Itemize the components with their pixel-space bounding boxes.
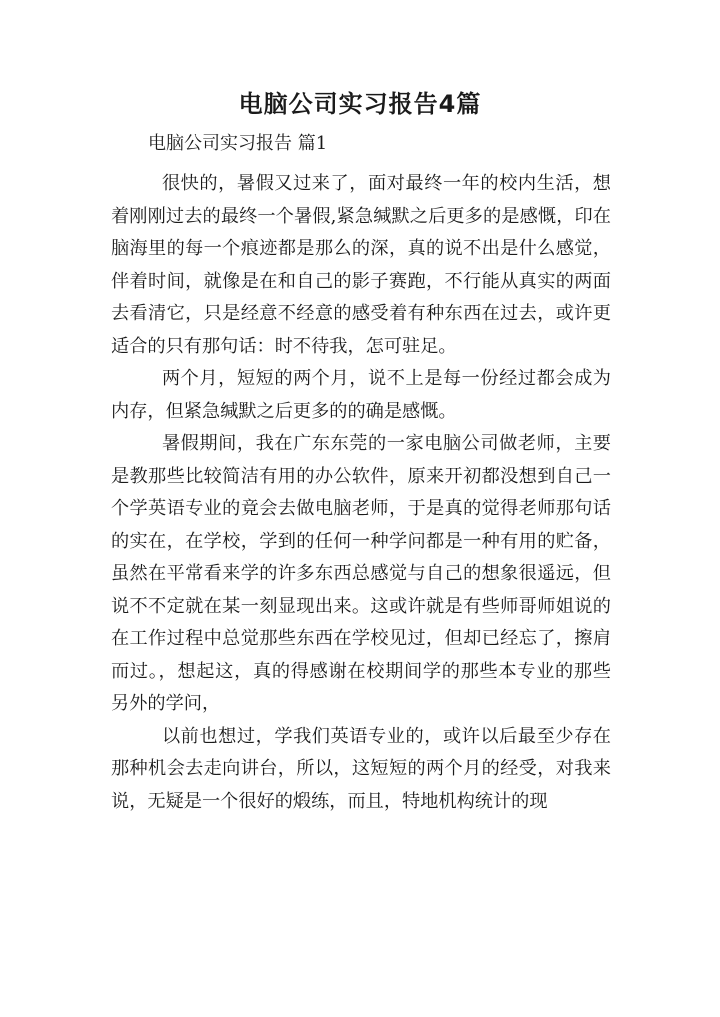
section-heading: 电脑公司实习报告 篇1 bbox=[148, 133, 328, 154]
paragraph-1: 很快的，暑假又过来了，面对最终一年的校内生活，想着刚刚过去的最终一个暑假,紧急缄默之后更多的是感慨，印在脑海里的每一个痕迹都是那么的深，真的说不出是什么感觉，伴着时间，就像是在和自己的影子赛跑，不行能从真实的两面去看清它，只是经意不经意的感受着有种东西在过去，或许更适合的只有那句话：时不待我，怎可驻足。 bbox=[111, 173, 611, 357]
paragraph-2: 两个月，短短的两个月，说不上是每一份经过都会成为内存，但紧急缄默之后更多的的确是感慨。 bbox=[111, 368, 611, 422]
document-body bbox=[111, 168, 611, 818]
paragraph-3: 暑假期间，我在广东东莞的一家电脑公司做老师，主要是教那些比较简洁有用的办公软件，原来开初都没想到自己一个学英语专业的竟会去做电脑老师，于是真的觉得老师那句话的实在，在学校，学到的任何一种学问都是一种有用的贮备，虽然在平常看来学的许多东西总感觉与自己的想象很遥远，但说不不定就在某一刻显现出来。这或许就是有些师哥师姐说的在工作过程中总觉那些东西在学校见过，但却已经忘了，擦肩而过。，想起这，真的得感谢在校期间学的那些本专业的那些另外的学问， bbox=[111, 433, 611, 714]
paragraph-4: 以前也想过，学我们英语专业的，或许以后最至少存在那种机会去走向讲台，所以，这短短的两个月的经受，对我来说，无疑是一个很好的煅练，而且，特地机构统计的现 bbox=[111, 725, 611, 812]
document-title: 电脑公司实习报告4篇 bbox=[238, 90, 482, 118]
